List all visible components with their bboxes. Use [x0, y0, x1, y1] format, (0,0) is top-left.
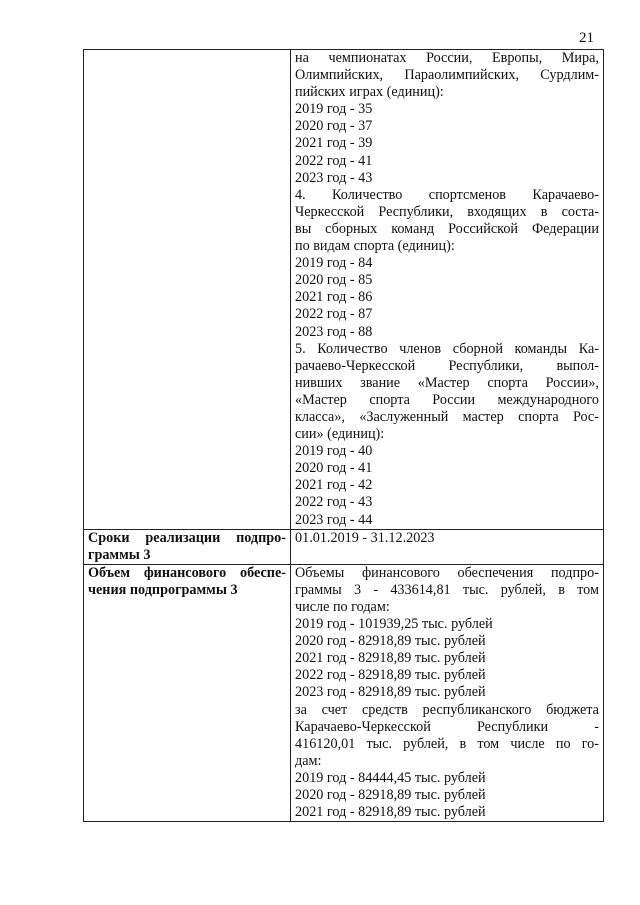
value-line: по видам спорта (единиц): — [295, 238, 455, 255]
value-line: на чемпионатах России, Европы, Мира, — [295, 50, 599, 66]
value-line: пийских играх (единиц): — [295, 84, 444, 101]
value-line: 2019 год - 40 — [295, 443, 373, 460]
value-line: 2021 год - 39 — [295, 135, 373, 152]
value-line: 2020 год - 41 — [295, 460, 373, 477]
value-line: граммы 3 - 433614,81 тыс. рублей, в том — [295, 581, 599, 598]
value-line: 5. Количество членов сборной команды Ка- — [295, 340, 599, 357]
table-row — [84, 50, 604, 530]
value-line: 2020 год - 85 — [295, 272, 373, 289]
value-line: за счет средств республиканского бюджета — [295, 701, 599, 718]
page-number: 21 — [579, 30, 594, 46]
row-label-line: граммы 3 — [88, 546, 151, 563]
value-line: 2019 год - 84444,45 тыс. рублей — [295, 769, 486, 786]
value-line: 2023 год - 43 — [295, 169, 373, 186]
value-line: 01.01.2019 - 31.12.2023 — [295, 529, 435, 546]
value-line: 2019 год - 84 — [295, 255, 373, 272]
value-line: Карачаево-Черкесской Республики - — [295, 718, 599, 735]
row-label-cell — [84, 50, 291, 530]
value-line: 2021 год - 82918,89 тыс. рублей — [295, 650, 486, 667]
value-line: Объемы финансового обеспечения подпро- — [295, 564, 599, 581]
row-value-cell — [291, 529, 604, 564]
value-line: 2021 год - 82918,89 тыс. рублей — [295, 804, 486, 821]
value-line: «Мастер спорта России международного — [295, 391, 599, 408]
value-line: 2023 год - 88 — [295, 323, 373, 340]
row-value-cell — [291, 564, 604, 821]
value-line: числе по годам: — [295, 599, 390, 615]
value-line: 2023 год - 44 — [295, 511, 373, 528]
value-line: класса», «Заслуженный мастер спорта Рос- — [295, 408, 599, 425]
value-line: 2019 год - 35 — [295, 101, 373, 118]
value-line: 416120,01 тыс. рублей, в том числе по го- — [295, 735, 599, 752]
value-line: 2021 год - 86 — [295, 289, 373, 306]
row-label-line: Сроки реализации подпро- — [88, 529, 286, 546]
value-line: 2022 год - 43 — [295, 494, 373, 511]
value-line: 2020 год - 82918,89 тыс. рублей — [295, 633, 486, 650]
value-line: 2022 год - 41 — [295, 152, 373, 169]
passport-table — [83, 49, 604, 822]
value-line: сии» (единиц): — [295, 426, 385, 443]
value-line: 2022 год - 82918,89 тыс. рублей — [295, 667, 486, 684]
value-line: дам: — [295, 752, 322, 769]
value-line: рачаево-Черкесской Республики, выпол- — [295, 357, 599, 374]
row-label-line: Объем финансового обеспе- — [88, 564, 286, 581]
table-row — [84, 529, 604, 564]
row-label-cell — [84, 529, 291, 564]
value-line: Олимпийских, Параолимпийских, Сурдлим- — [295, 67, 599, 84]
value-line: 2019 год - 101939,25 тыс. рублей — [295, 616, 493, 633]
value-line: нивших звание «Мастер спорта России», — [295, 374, 599, 391]
value-line: 2023 год - 82918,89 тыс. рублей — [295, 684, 486, 701]
value-line: 2022 год - 87 — [295, 306, 373, 323]
row-label-cell — [84, 564, 291, 821]
value-line: Черкесской Республики, входящих в соста- — [295, 203, 599, 220]
value-line: 2021 год - 42 — [295, 477, 373, 494]
row-label-line: чения подпрограммы 3 — [88, 581, 238, 598]
value-line: 2020 год - 37 — [295, 118, 373, 135]
value-line: вы сборных команд Российской Федерации — [295, 220, 599, 237]
value-line: 2020 год - 82918,89 тыс. рублей — [295, 787, 486, 804]
table-row — [84, 564, 604, 821]
row-value-cell — [291, 50, 604, 530]
value-line: 4. Количество спортсменов Карачаево- — [295, 186, 599, 203]
